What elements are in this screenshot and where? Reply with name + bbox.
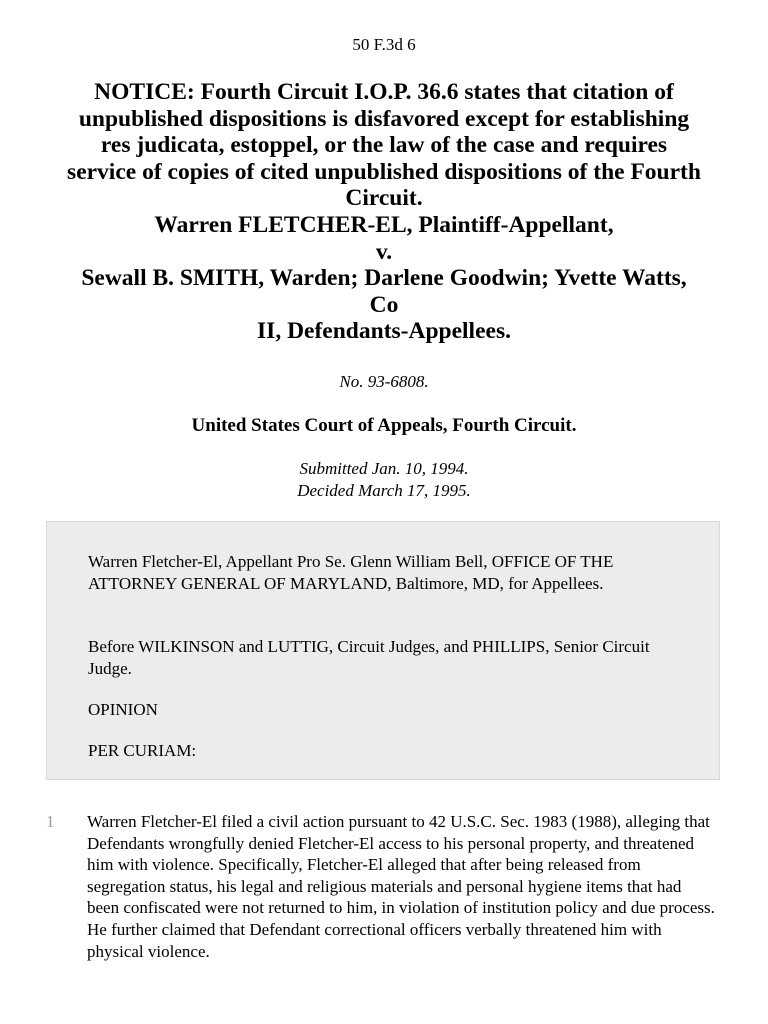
per-curiam-label: PER CURIAM: xyxy=(88,741,197,760)
notice-line: Circuit. xyxy=(345,185,423,212)
notice-line: res judicata, estoppel, or the law of the case and requires xyxy=(100,132,668,159)
notice-line: NOTICE: Fourth Circuit I.O.P. 36.6 states that citation of xyxy=(94,79,674,105)
paragraph-text: Warren Fletcher-El filed a civil action pursuant to 42 U.S.C. Sec. 1983 (1988), alleging that Defendants wrongfully denied Fletcher-El access to his personal property, and threatened him with violence. Specifically, Fletcher-El alleged that after being released from segregation status, his legal and religious materials and personal hygiene items that had been confiscated were not returned to him, in violation of institution policy and due process. He further claimed that Defendant correctional officers verbally threatened him with physical violence. xyxy=(87,812,715,961)
notice-line: service of copies of cited unpublished dispositions of the Fourth xyxy=(67,158,701,185)
opinion-heading: OPINION xyxy=(88,700,158,719)
reporter-citation: 50 F.3d 6 xyxy=(352,35,416,54)
docket-number: No. 93-6808. xyxy=(339,372,429,391)
versus-label: v. xyxy=(375,238,393,265)
notice-line: unpublished dispositions is disfavored except for establishing xyxy=(78,105,690,132)
submitted-date: Submitted Jan. 10, 1994. xyxy=(299,459,469,478)
defendant-line: II, Defendants-Appellees. xyxy=(257,318,511,345)
decision-dates xyxy=(0,458,768,502)
judges-panel: Before WILKINSON and LUTTIG, Circuit Judges, and PHILLIPS, Senior Circuit Judge. xyxy=(88,637,650,678)
plaintiff-party: Warren FLETCHER-EL, Plaintiff-Appellant, xyxy=(154,211,614,238)
paragraph-number: 1 xyxy=(46,812,55,831)
decided-date: Decided March 17, 1995. xyxy=(297,481,471,500)
case-caption xyxy=(40,79,728,345)
court-name: United States Court of Appeals, Fourth Circuit. xyxy=(191,415,577,436)
defendant-line: Sewall B. SMITH, Warden; Darlene Goodwin; Yvette Watts, xyxy=(81,265,687,292)
counsel-listing: Warren Fletcher-El, Appellant Pro Se. Glenn William Bell, OFFICE OF THE ATTORNEY GENERAL OF MARYLAND, Baltimore, MD, for Appellees. xyxy=(88,552,614,593)
defendant-line: Co xyxy=(369,291,399,318)
headnote-panel xyxy=(46,521,720,780)
